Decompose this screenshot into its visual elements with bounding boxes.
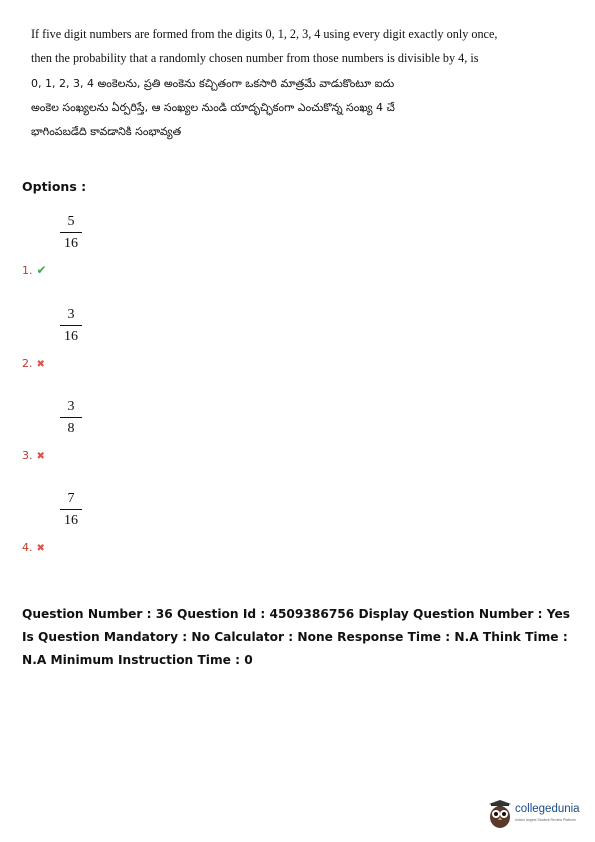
options-heading: Options : bbox=[22, 179, 87, 194]
option-1 bbox=[22, 213, 222, 283]
collegedunia-logo bbox=[487, 798, 587, 832]
fraction-denominator: 16 bbox=[64, 329, 78, 344]
fraction-bar bbox=[60, 417, 82, 418]
wrong-cross-icon: ✖ bbox=[36, 359, 45, 370]
option-number-label: 2. bbox=[22, 357, 33, 370]
brand-tagline: India's largest Student Review Platform bbox=[515, 818, 576, 822]
option-number-label: 4. bbox=[22, 541, 33, 554]
option-2 bbox=[22, 306, 222, 376]
fraction-bar bbox=[60, 325, 82, 326]
option-number-label: 3. bbox=[22, 449, 33, 462]
question-english-line: If five digit numbers are formed from the digits 0, 1, 2, 3, 4 using every digit exactly only once, bbox=[31, 27, 498, 41]
option-number bbox=[22, 449, 45, 462]
fraction-bar bbox=[60, 509, 82, 510]
question-telugu-line: 0, 1, 2, 3, 4 అంకెలను, ప్రతి అంకెను కచ్చితంగా ఒకసారి మాత్రమే వాడుకొంటూ ఐదు bbox=[31, 77, 395, 90]
question-text bbox=[31, 24, 571, 144]
fraction-bar bbox=[60, 232, 82, 233]
option-fraction bbox=[60, 398, 82, 437]
option-fraction bbox=[60, 213, 82, 252]
option-number bbox=[22, 263, 47, 277]
fraction-denominator: 8 bbox=[67, 421, 75, 436]
option-4 bbox=[22, 490, 222, 560]
option-fraction bbox=[60, 306, 82, 345]
question-metadata: Question Number : 36 Question Id : 4509386756 Display Question Number : Yes Is Question Mandatory : No Calculator : None Response Time : N.A Think Time : N.A Minimum Instruction Time : 0 bbox=[22, 607, 571, 667]
fraction-numerator: 3 bbox=[67, 399, 75, 414]
wrong-cross-icon: ✖ bbox=[36, 451, 45, 462]
owl-mascot-icon bbox=[487, 800, 513, 830]
option-number bbox=[22, 541, 45, 554]
question-english-line: then the probability that a randomly chosen number from those numbers is divisible by 4, is bbox=[31, 51, 479, 65]
wrong-cross-icon: ✖ bbox=[36, 543, 45, 554]
question-telugu-line: అంకెల సంఖ్యలను ఏర్పరిస్తే, ఆ సంఖ్యల నుండి యాదృచ్ఛికంగా ఎంచుకొన్న సంఖ్య 4 చే bbox=[31, 101, 395, 114]
fraction-denominator: 16 bbox=[64, 513, 78, 528]
option-3 bbox=[22, 398, 222, 468]
option-fraction bbox=[60, 490, 82, 529]
option-number bbox=[22, 357, 45, 370]
fraction-denominator: 16 bbox=[64, 236, 78, 251]
fraction-numerator: 5 bbox=[67, 214, 75, 229]
brand-name: collegedunia bbox=[515, 803, 580, 815]
fraction-numerator: 7 bbox=[67, 491, 75, 506]
option-number-label: 1. bbox=[22, 264, 33, 277]
correct-check-icon: ✔ bbox=[36, 263, 47, 277]
fraction-numerator: 3 bbox=[67, 307, 75, 322]
question-telugu-line: భాగింపబడేది కావడానికి సంభావ్యత bbox=[31, 125, 182, 138]
